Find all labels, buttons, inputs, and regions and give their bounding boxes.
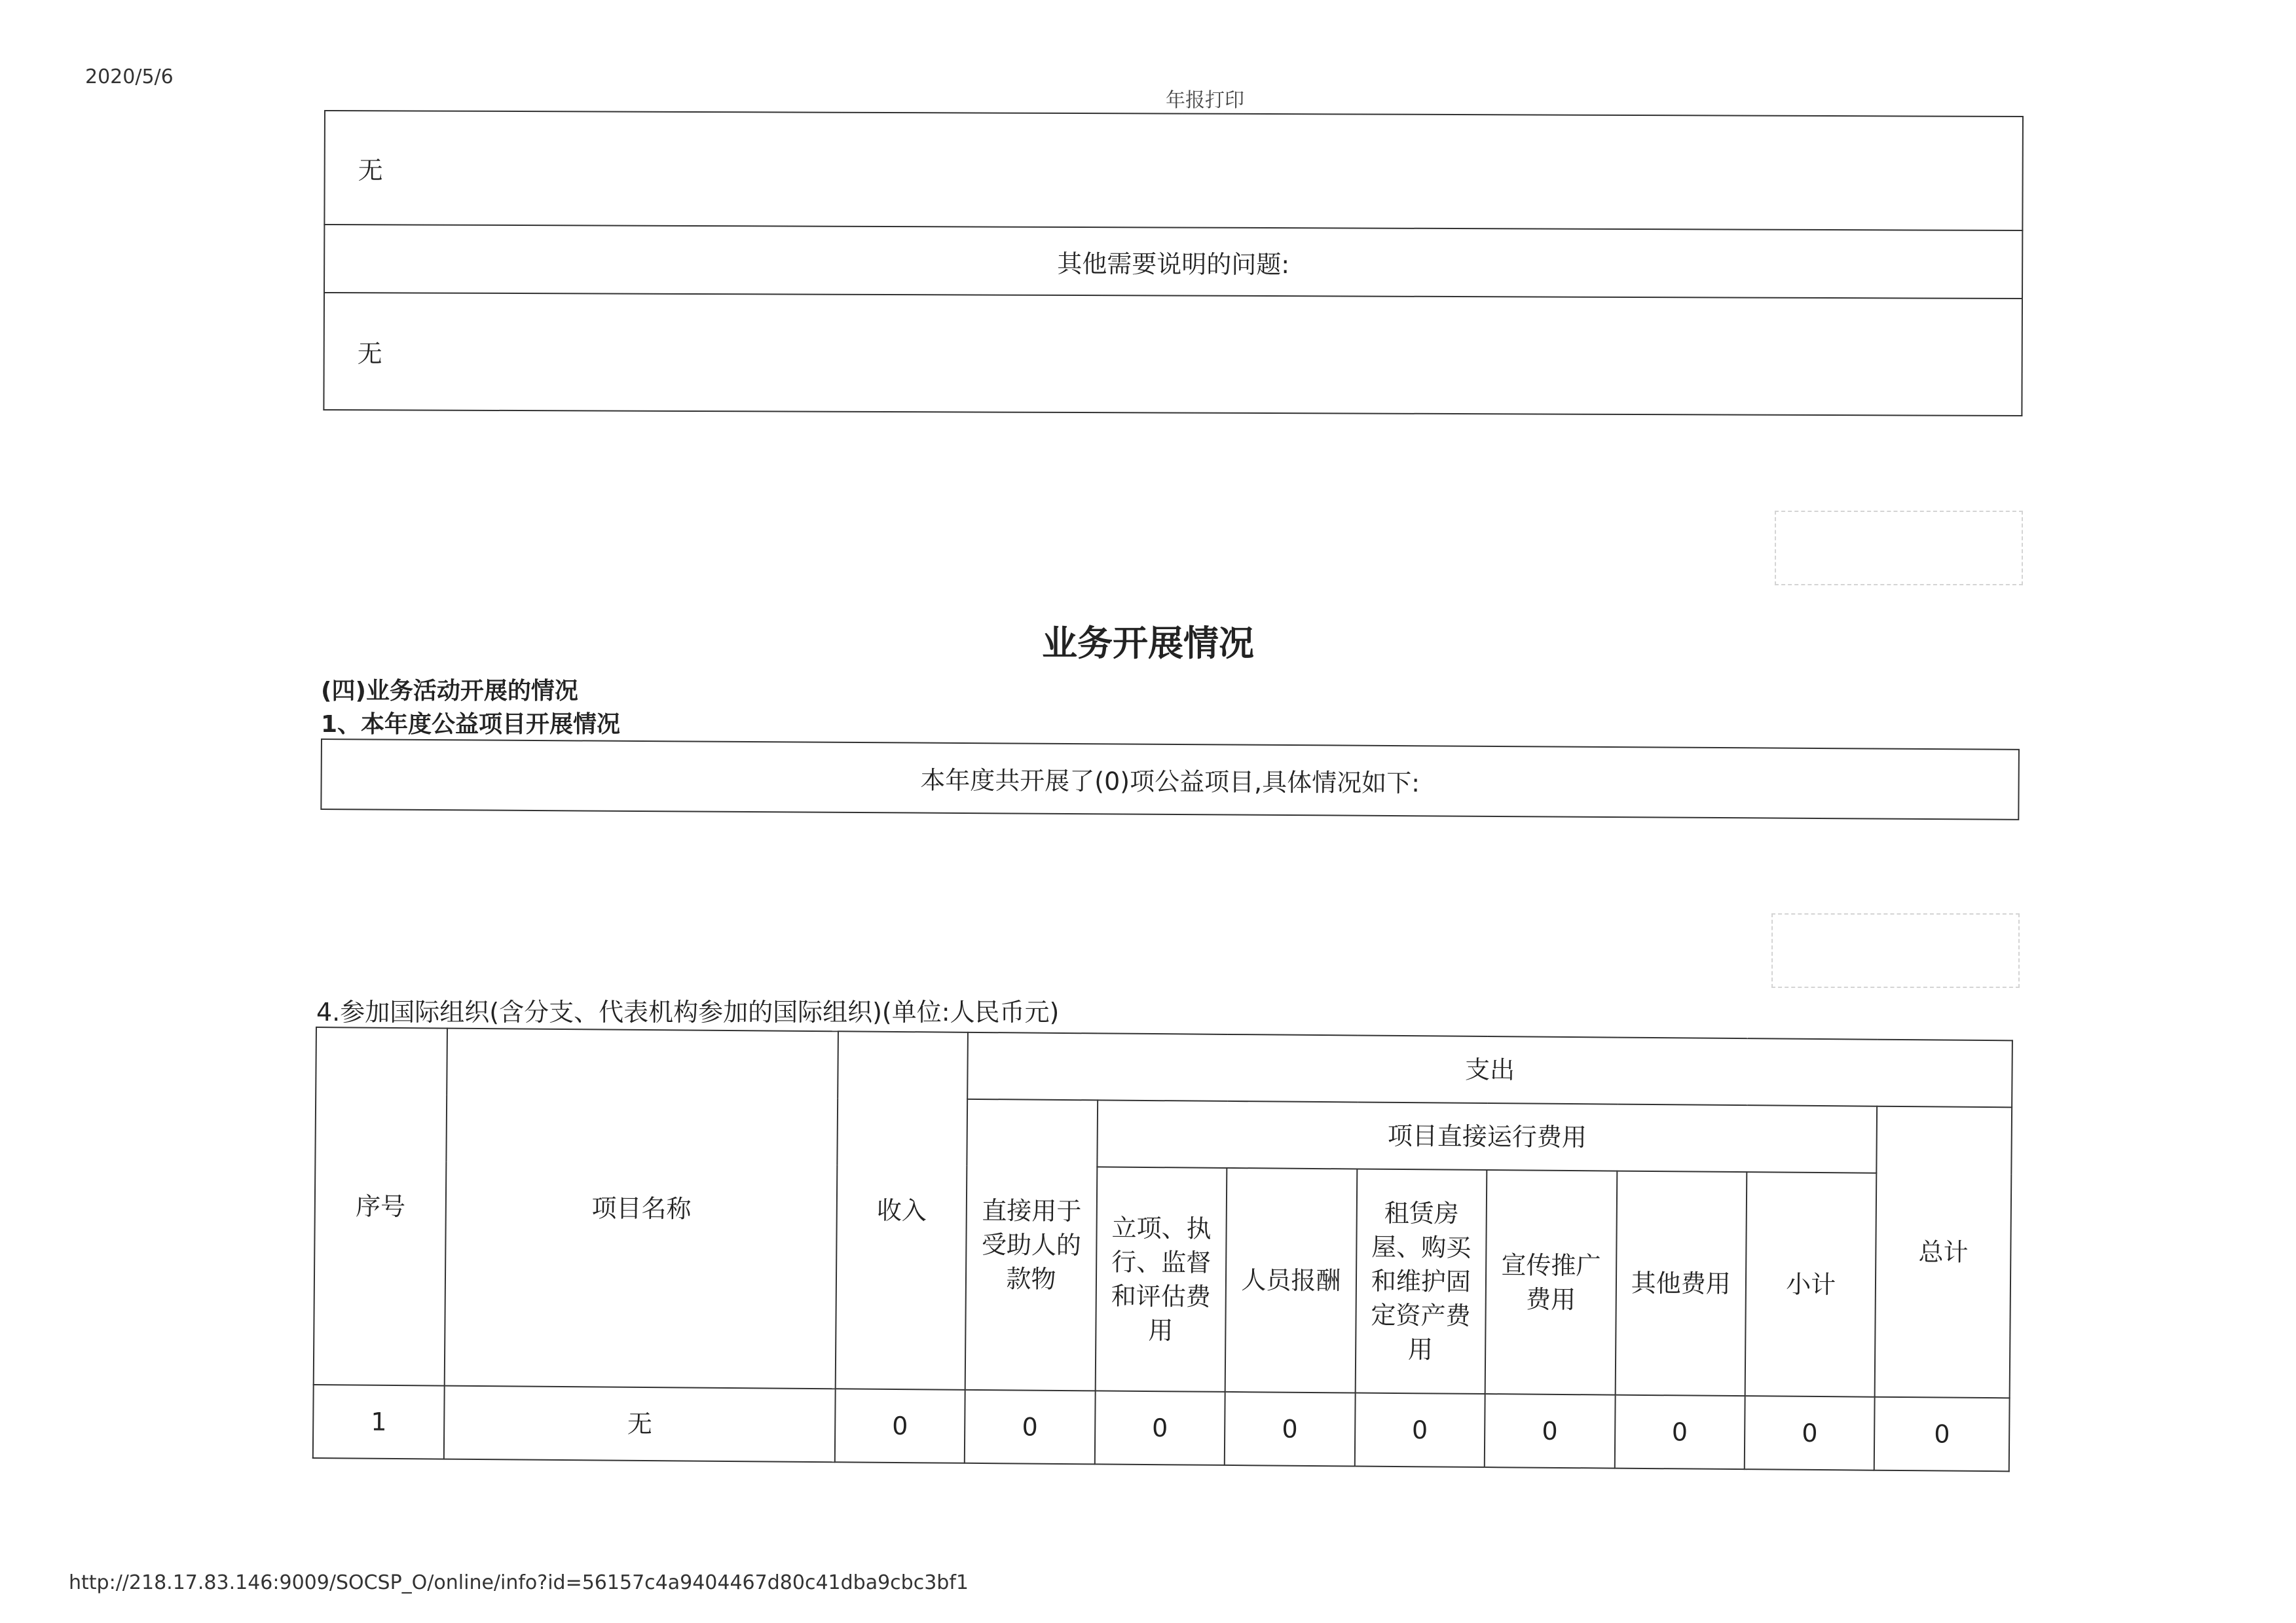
project-summary-text: 本年度共开展了(0)项公益项目,具体情况如下: — [920, 765, 1420, 798]
cell-subtotal: 0 — [1745, 1396, 1875, 1470]
cell-rent-purchase: 0 — [1354, 1393, 1485, 1467]
table-row — [313, 1385, 2010, 1471]
print-header-title: 年报打印 — [1166, 89, 1244, 112]
cell-setup-exec: 0 — [1095, 1391, 1225, 1465]
cell-direct-aid: 0 — [965, 1390, 1095, 1465]
cell-total: 0 — [1874, 1397, 2009, 1472]
header-other-costs: 其他费用 — [1615, 1171, 1747, 1396]
section-title: 业务开展情况 — [1042, 623, 1254, 664]
header-total: 总计 — [1875, 1106, 2012, 1398]
other-issues-header: 其他需要说明的问题: — [324, 225, 2022, 299]
header-direct-operating: 项目直接运行费用 — [1097, 1100, 1877, 1173]
header-direct-aid: 直接用于受助人的款物 — [965, 1099, 1098, 1391]
header-expenditure: 支出 — [967, 1032, 2012, 1108]
cell-seq: 1 — [313, 1385, 445, 1459]
header-personnel: 人员报酬 — [1225, 1168, 1357, 1393]
footer-url: http://218.17.83.146:9009/SOCSP_O/online/info?id=56157c4a9404467d80c41dba9cbc3bf1 — [69, 1571, 969, 1594]
cell-promotion: 0 — [1485, 1394, 1615, 1468]
header-subtotal: 小计 — [1745, 1172, 1877, 1397]
other-issues-answer: 无 — [324, 293, 2022, 416]
cell-project-name: 无 — [444, 1386, 835, 1463]
cell-income: 0 — [835, 1389, 965, 1463]
print-date: 2020/5/6 — [85, 65, 174, 88]
stamp-placeholder — [1775, 511, 2023, 585]
header-rent-purchase: 租赁房屋、购买和维护固定资产费用 — [1355, 1169, 1487, 1394]
table-caption: 4.参加国际组织(含分支、代表机构参加的国际组织)(单位:人民币元) — [316, 998, 1060, 1027]
cell-other-costs: 0 — [1614, 1395, 1745, 1470]
previous-answer: 无 — [324, 111, 2023, 230]
section-subtitle-projects: 1、本年度公益项目开展情况 — [321, 711, 621, 738]
header-project-name: 项目名称 — [445, 1029, 838, 1389]
header-seq: 序号 — [314, 1027, 448, 1386]
cell-personnel: 0 — [1225, 1392, 1355, 1467]
stamp-placeholder-2 — [1771, 913, 2020, 988]
header-income: 收入 — [836, 1031, 969, 1390]
header-setup-exec: 立项、执行、监督和评估费用 — [1095, 1167, 1227, 1392]
section-subtitle: (四)业务活动开展的情况 — [321, 678, 578, 704]
intl-org-table — [312, 1027, 2013, 1472]
other-issues-box — [323, 110, 2024, 416]
project-summary-box — [320, 739, 2020, 820]
header-promotion: 宣传推广费用 — [1485, 1170, 1617, 1395]
